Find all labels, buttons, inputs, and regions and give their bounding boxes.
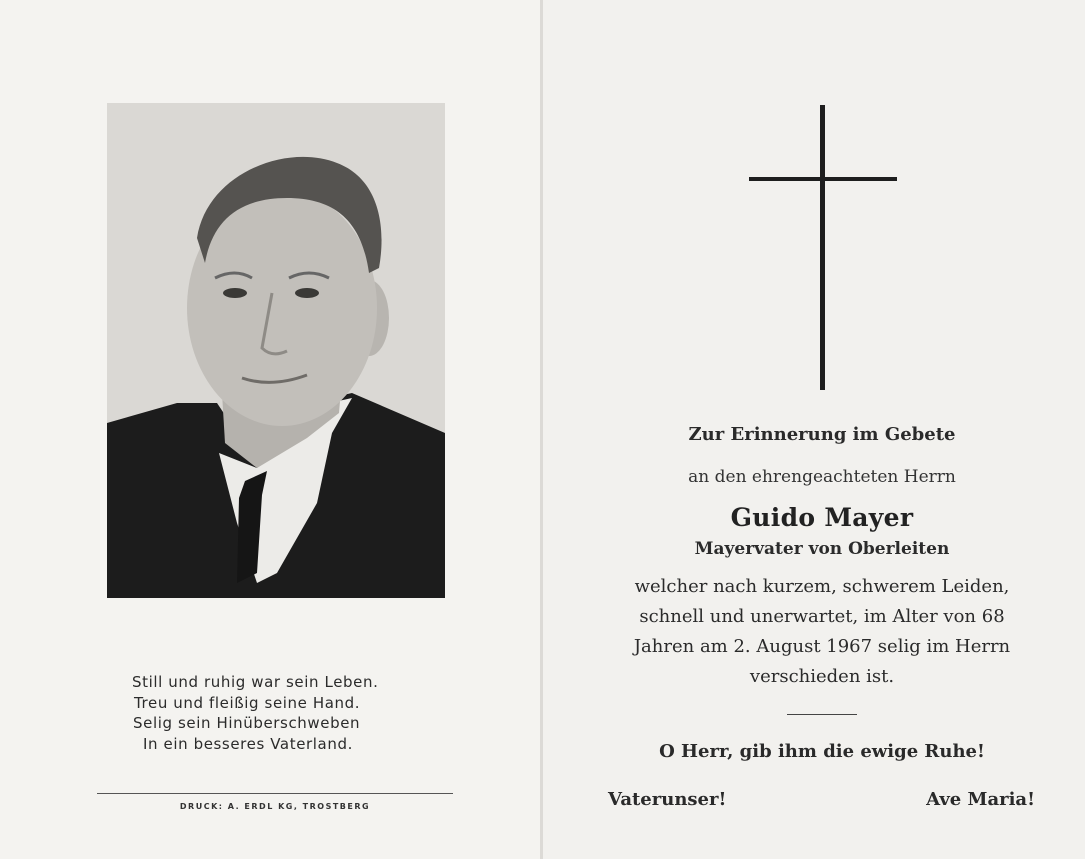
obituary-line: schnell und unerwartet, im Alter von 68 <box>639 606 1005 627</box>
obituary-line: Jahren am 2. August 1967 selig im Herrn <box>633 636 1011 657</box>
poem-line: Treu und fleißig seine Hand. <box>134 693 361 712</box>
obituary-line: welcher nach kurzem, schwerem Leiden, <box>634 576 1010 597</box>
prayer-line: O Herr, gib ihm die ewige Ruhe! <box>659 741 985 762</box>
poem-line: Selig sein Hinüberschweben <box>133 714 361 732</box>
section-divider <box>787 714 857 715</box>
pater-noster-label: Vaterunser! <box>608 789 727 810</box>
ave-maria-label: Ave Maria! <box>926 789 1035 810</box>
poem-line: In ein besseres Vaterland. <box>143 734 353 753</box>
printer-credit: DRUCK: A. ERDL KG, TROSTBERG <box>179 802 371 811</box>
memorial-poem <box>120 672 440 754</box>
deceased-title: Mayervater von Oberleiten <box>694 539 950 559</box>
poem-line: Still und ruhig war sein Leben. <box>132 673 379 691</box>
obituary-line: verschieden ist. <box>749 666 895 687</box>
printer-divider <box>97 793 453 794</box>
obituary-text <box>580 572 1064 692</box>
portrait-photo <box>107 103 445 598</box>
memorial-heading: Zur Erinnerung im Gebete <box>688 424 956 445</box>
dedication-line: an den ehrengeachteten Herrn <box>688 467 956 487</box>
deceased-name: Guido Mayer <box>730 503 914 532</box>
cross-icon <box>749 105 897 390</box>
